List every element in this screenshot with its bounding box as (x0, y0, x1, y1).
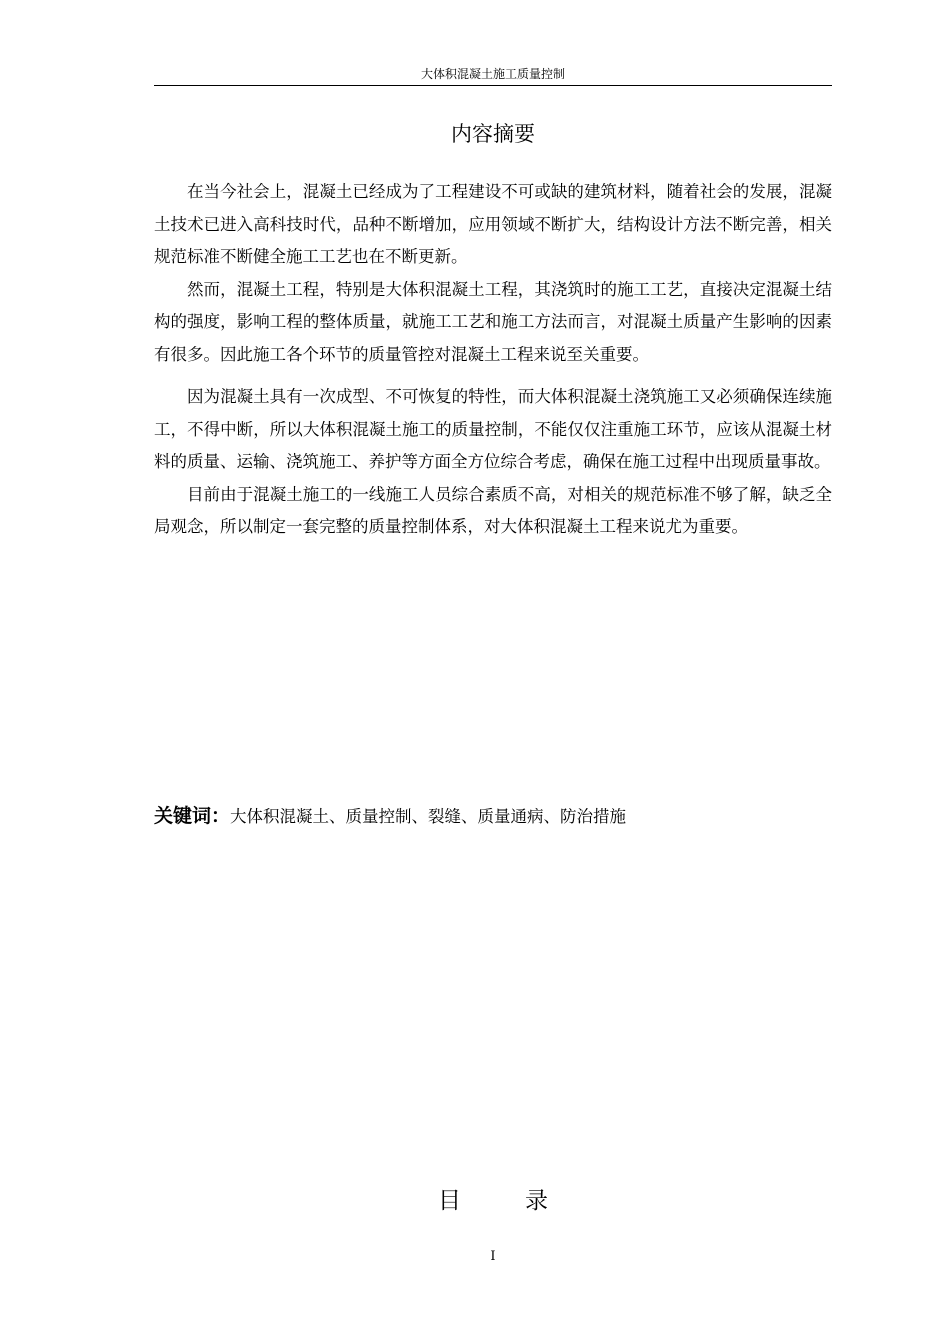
keywords-line (154, 801, 832, 832)
abstract-title: 内容摘要 (451, 122, 535, 146)
running-header: 大体积混凝土施工质量控制 (420, 67, 565, 81)
toc-title: 目录 (438, 1188, 612, 1214)
abstract-paragraph: 因为混凝土具有一次成型、不可恢复的特性，而大体积混凝土浇筑施工又必须确保连续施工，不得中断，所以大体积混凝土施工的质量控制，不能仅仅注重施工环节，应该从混凝土材料的质量、运输、浇筑施工、养护等方面全方位综合考虑，确保在施工过程中出现质量事故。 (154, 387, 832, 471)
abstract-paragraph: 然而，混凝土工程，特别是大体积混凝土工程，其浇筑时的施工工艺，直接决定混凝土结构的强度，影响工程的整体质量，就施工工艺和施工方法而言，对混凝土质量产生影响的因素有很多。因此施工各个环节的质量管控对混凝土工程来说至关重要。 (154, 279, 832, 364)
header-rule (154, 85, 832, 86)
abstract-paragraph: 目前由于混凝土施工的一线施工人员综合素质不高，对相关的规范标准不够了解，缺乏全局观念，所以制定一套完整的质量控制体系，对大体积混凝土工程来说尤为重要。 (154, 484, 832, 536)
keywords-text: 大体积混凝土、质量控制、裂缝、质量通病、防治措施 (230, 807, 627, 826)
abstract-body (154, 176, 832, 544)
keywords-label: 关键词： (154, 805, 231, 827)
page-number: I (490, 1249, 496, 1264)
abstract-paragraph: 在当今社会上，混凝土已经成为了工程建设不可或缺的建筑材料，随着社会的发展，混凝土技术已进入高科技时代，品种不断增加，应用领域不断扩大，结构设计方法不断完善，相关规范标准不断健全施工工艺也在不断更新。 (154, 182, 832, 266)
